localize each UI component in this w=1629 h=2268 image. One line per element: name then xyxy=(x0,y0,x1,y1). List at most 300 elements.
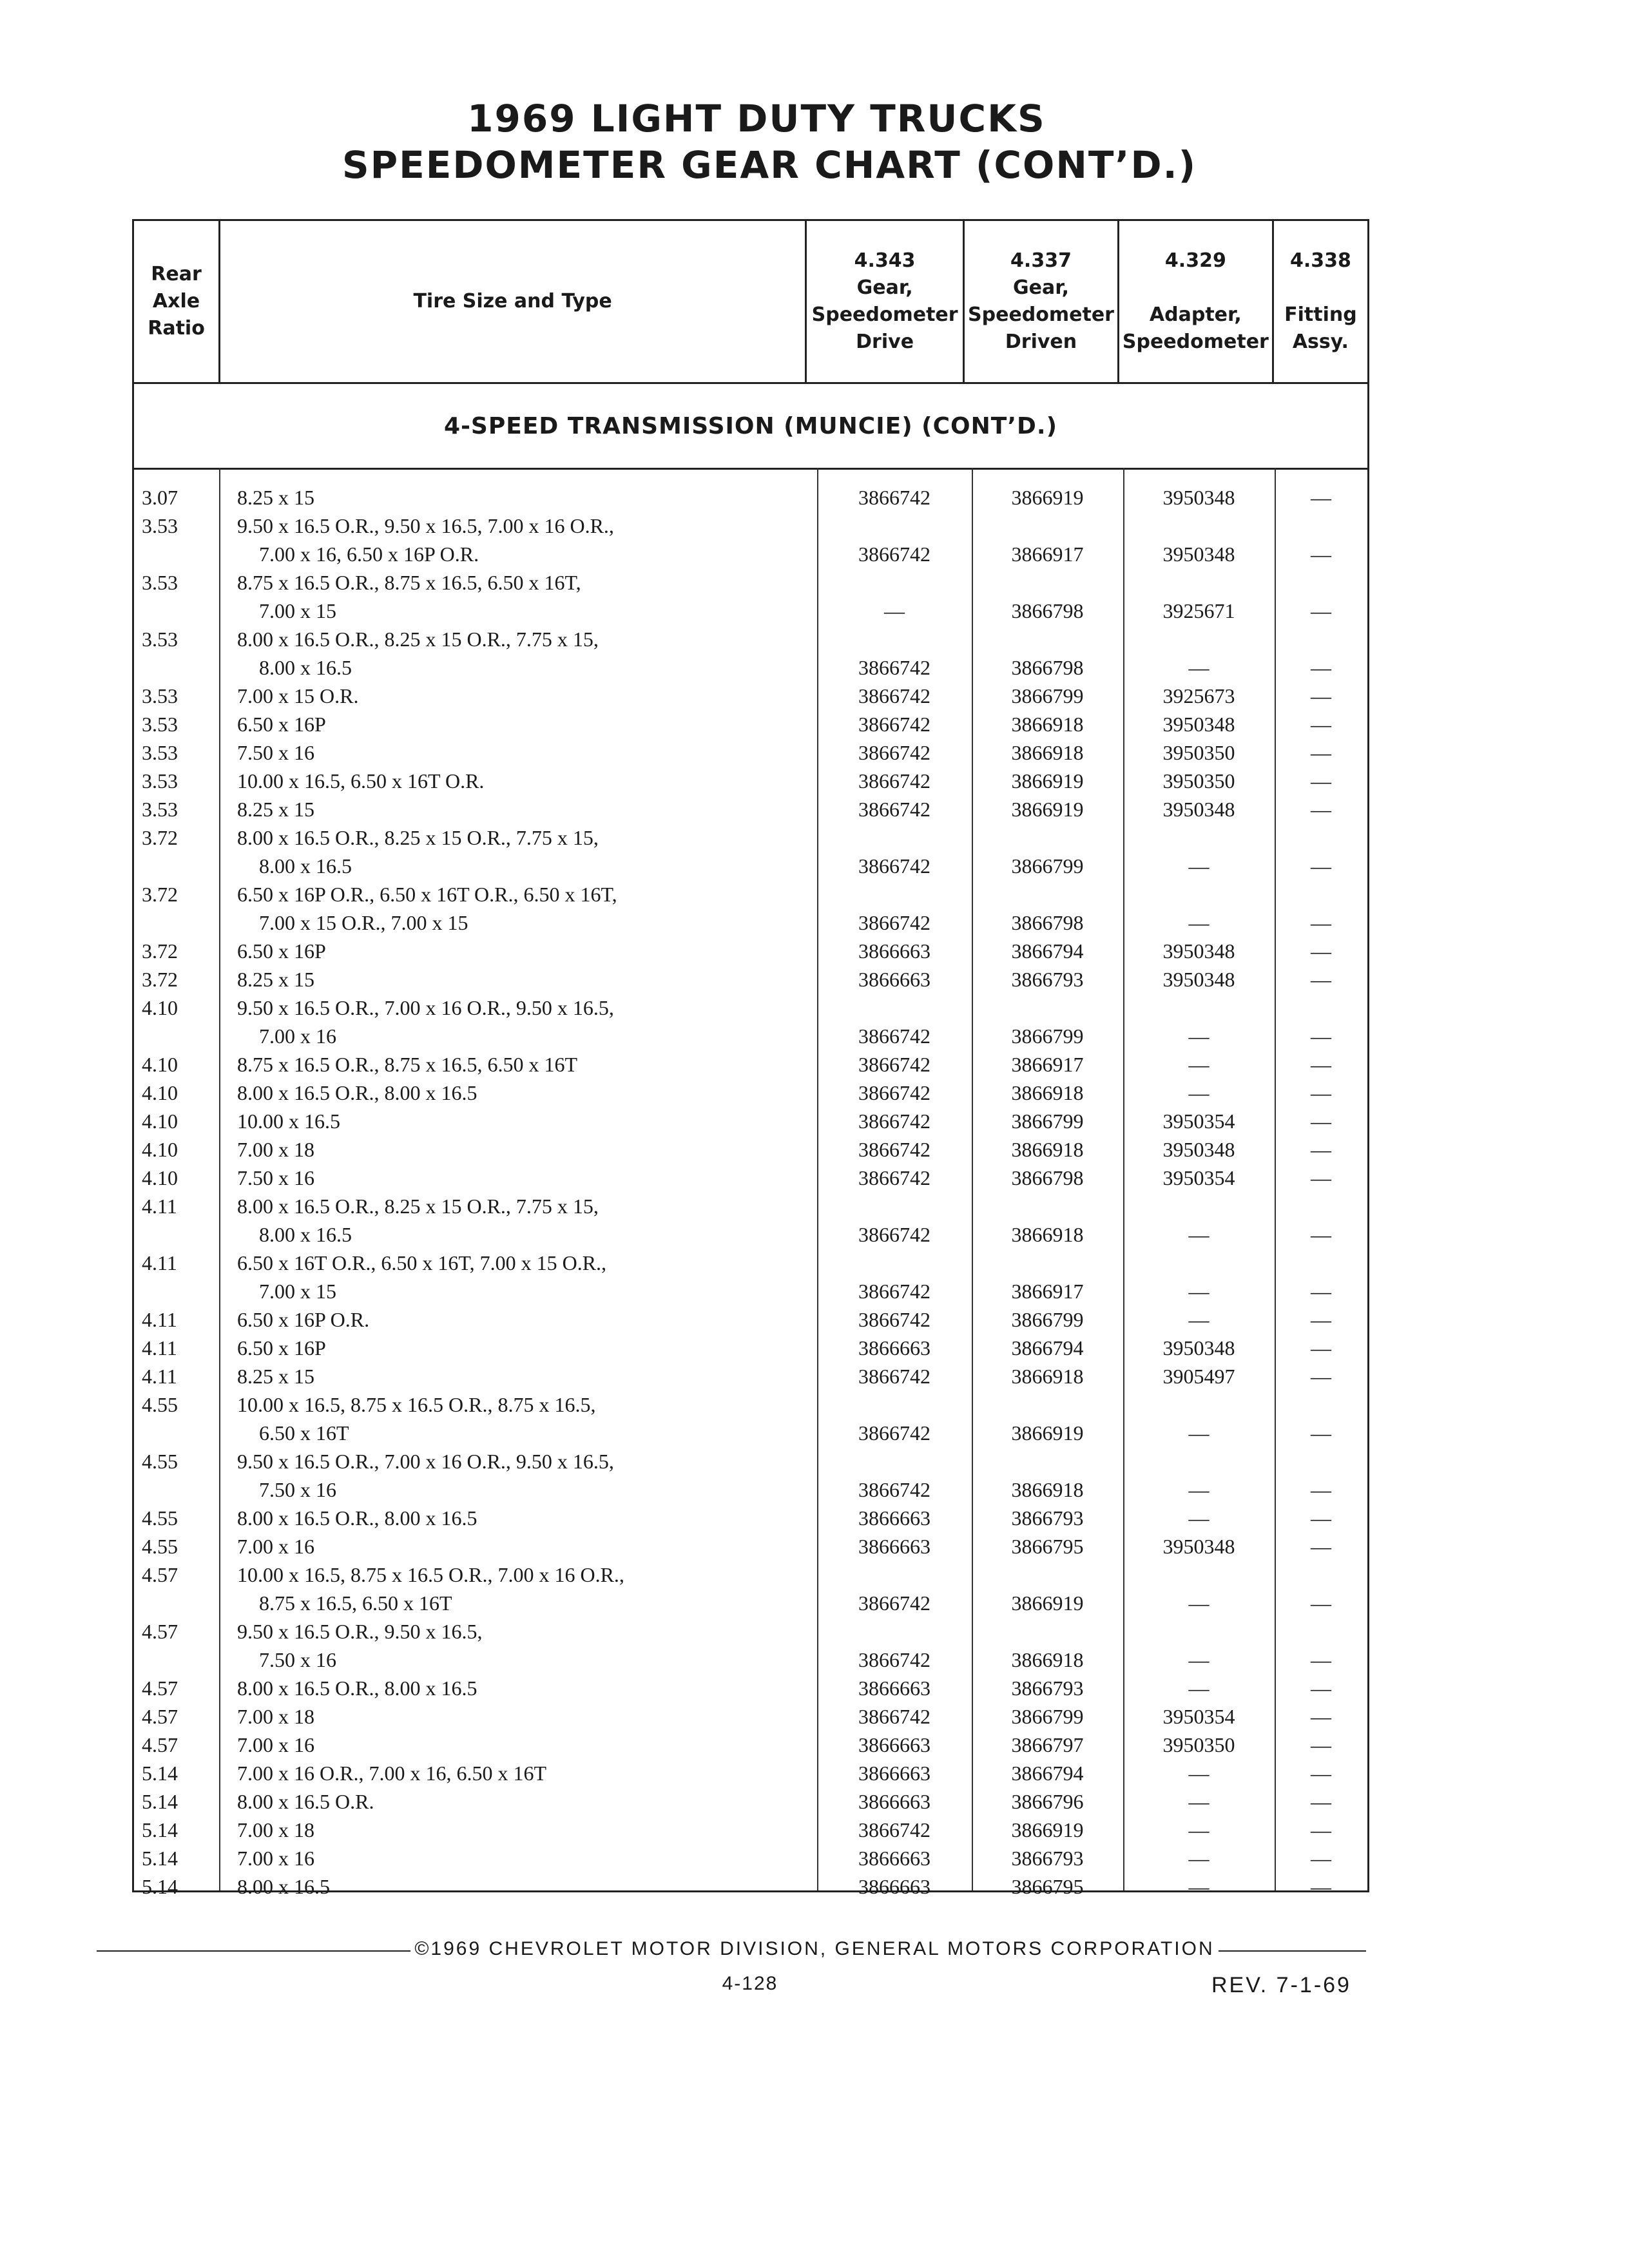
fitting-assy-cell: — xyxy=(1311,1762,1331,1785)
rear-axle-ratio-cell: 4.55 xyxy=(142,1450,178,1473)
tire-size-cell: 8.75 x 16.5, 6.50 x 16T xyxy=(259,1591,452,1615)
header-text: Adapter, xyxy=(1149,303,1242,326)
header-text: 4.337 xyxy=(1010,249,1072,272)
adapter-cell: 3950348 xyxy=(1162,713,1235,736)
adapter-cell: 3950348 xyxy=(1162,1138,1235,1161)
page-title-line-2: SPEEDOMETER GEAR CHART (CONT’D.) xyxy=(342,143,1197,187)
rear-axle-ratio-cell: 4.57 xyxy=(142,1677,178,1700)
speedometer-driven-cell: 3866918 xyxy=(1011,1138,1084,1161)
speedometer-drive-cell: 3866742 xyxy=(858,1421,930,1445)
speedometer-drive-cell: 3866663 xyxy=(858,1790,930,1813)
speedometer-drive-cell: 3866742 xyxy=(858,854,930,878)
header-text: Drive xyxy=(856,331,914,353)
table-row-continuation xyxy=(134,852,1367,880)
table-row xyxy=(134,823,1367,852)
table-row xyxy=(134,1844,1367,1872)
table-row xyxy=(134,767,1367,795)
speedometer-drive-cell: 3866663 xyxy=(858,1535,930,1558)
fitting-assy-cell: — xyxy=(1311,1847,1331,1870)
page-number: 4-128 xyxy=(722,1973,778,1994)
adapter-cell: — xyxy=(1188,1223,1210,1246)
speedometer-drive-cell: 3866742 xyxy=(858,486,930,509)
speedometer-drive-cell: 3866742 xyxy=(858,1365,930,1388)
table-row xyxy=(134,1192,1367,1220)
header-text: Gear, xyxy=(856,276,913,299)
fitting-assy-cell: — xyxy=(1311,1677,1331,1700)
tire-size-cell: 6.50 x 16P xyxy=(237,939,326,963)
adapter-cell: 3905497 xyxy=(1162,1365,1235,1388)
fitting-assy-cell: — xyxy=(1311,1421,1331,1445)
rear-axle-ratio-cell: 5.14 xyxy=(142,1818,178,1841)
tire-size-cell: 8.00 x 16.5 xyxy=(237,1875,330,1898)
speedometer-drive-cell: 3866742 xyxy=(858,1110,930,1133)
fitting-assy-cell: — xyxy=(1311,1478,1331,1501)
fitting-assy-cell: — xyxy=(1311,684,1331,707)
table-row xyxy=(134,1816,1367,1844)
speedometer-drive-cell: 3866742 xyxy=(858,741,930,764)
fitting-assy-cell: — xyxy=(1311,741,1331,764)
speedometer-driven-cell: 3866793 xyxy=(1011,1677,1084,1700)
speedometer-drive-cell: 3866742 xyxy=(858,1024,930,1048)
tire-size-cell: 8.00 x 16.5 xyxy=(259,854,352,878)
table-row xyxy=(134,1447,1367,1475)
adapter-cell: 3950350 xyxy=(1162,769,1235,793)
header-text: 4.338 xyxy=(1289,249,1351,272)
speedometer-drive-cell: 3866742 xyxy=(858,769,930,793)
fitting-assy-cell: — xyxy=(1311,1705,1331,1728)
tire-size-cell: 7.00 x 16 O.R., 7.00 x 16, 6.50 x 16T xyxy=(237,1762,546,1785)
speedometer-driven-cell: 3866918 xyxy=(1011,1648,1084,1671)
adapter-cell: — xyxy=(1188,1280,1210,1303)
adapter-cell: 3950354 xyxy=(1162,1705,1235,1728)
speedometer-driven-cell: 3866918 xyxy=(1011,713,1084,736)
table-row xyxy=(134,625,1367,653)
speedometer-drive-cell: 3866663 xyxy=(858,1677,930,1700)
rear-axle-ratio-cell: 4.10 xyxy=(142,1053,178,1076)
fitting-assy-cell: — xyxy=(1311,939,1331,963)
table-row xyxy=(134,1532,1367,1561)
header-fitting xyxy=(1273,220,1368,383)
tire-size-cell: 9.50 x 16.5 O.R., 9.50 x 16.5, xyxy=(237,1620,483,1643)
table-row xyxy=(134,1079,1367,1107)
adapter-cell: 3925671 xyxy=(1162,599,1235,622)
fitting-assy-cell: — xyxy=(1311,1648,1331,1671)
speedometer-driven-cell: 3866793 xyxy=(1011,1506,1084,1530)
fitting-assy-cell: — xyxy=(1311,1733,1331,1756)
tire-size-cell: 10.00 x 16.5, 6.50 x 16T O.R. xyxy=(237,769,485,793)
tire-size-cell: 7.00 x 16, 6.50 x 16P O.R. xyxy=(259,543,479,566)
fitting-assy-cell: — xyxy=(1311,798,1331,821)
adapter-cell: 3950350 xyxy=(1162,741,1235,764)
header-spacer xyxy=(1119,274,1272,302)
speedometer-driven-cell: 3866918 xyxy=(1011,1365,1084,1388)
table-row xyxy=(134,1362,1367,1390)
tire-size-cell: 8.00 x 16.5 O.R. xyxy=(237,1790,374,1813)
rear-axle-ratio-cell: 5.14 xyxy=(142,1790,178,1813)
table-row xyxy=(134,1135,1367,1164)
table-row-continuation xyxy=(134,908,1367,937)
tire-size-cell: 6.50 x 16P O.R., 6.50 x 16T O.R., 6.50 x 16T, xyxy=(237,883,617,906)
table-row xyxy=(134,1249,1367,1277)
speedometer-driven-cell: 3866799 xyxy=(1011,1705,1084,1728)
rear-axle-ratio-cell: 3.53 xyxy=(142,628,178,651)
rear-axle-ratio-cell: 4.11 xyxy=(142,1195,177,1218)
rear-axle-ratio-cell: 3.53 xyxy=(142,798,178,821)
fitting-assy-cell: — xyxy=(1311,1818,1331,1841)
header-rear-axle-ratio xyxy=(133,220,220,383)
speedometer-driven-cell: 3866797 xyxy=(1011,1733,1084,1756)
adapter-cell: 3950354 xyxy=(1162,1166,1235,1189)
tire-size-cell: 8.00 x 16.5 O.R., 8.00 x 16.5 xyxy=(237,1506,477,1530)
rear-axle-ratio-cell: 3.72 xyxy=(142,968,178,991)
speedometer-drive-cell: 3866742 xyxy=(858,656,930,679)
adapter-cell: 3950348 xyxy=(1162,1535,1235,1558)
adapter-cell: — xyxy=(1188,1591,1210,1615)
speedometer-drive-cell: 3866742 xyxy=(858,1166,930,1189)
table-row xyxy=(134,1107,1367,1135)
table-row-continuation xyxy=(134,597,1367,625)
speedometer-drive-cell: 3866742 xyxy=(858,1705,930,1728)
adapter-cell: — xyxy=(1188,1421,1210,1445)
speedometer-driven-cell: 3866798 xyxy=(1011,911,1084,934)
table-row xyxy=(134,738,1367,767)
tire-size-cell: 10.00 x 16.5, 8.75 x 16.5 O.R., 7.00 x 16 O.R., xyxy=(237,1563,624,1586)
rear-axle-ratio-cell: 4.11 xyxy=(142,1336,177,1360)
speedometer-driven-cell: 3866917 xyxy=(1011,543,1084,566)
fitting-assy-cell: — xyxy=(1311,713,1331,736)
rear-axle-ratio-cell: 4.57 xyxy=(142,1563,178,1586)
fitting-assy-cell: — xyxy=(1311,1053,1331,1076)
speedometer-drive-cell: 3866663 xyxy=(858,1506,930,1530)
table-row xyxy=(134,937,1367,965)
speedometer-drive-cell: 3866742 xyxy=(858,713,930,736)
fitting-assy-cell: — xyxy=(1311,1024,1331,1048)
adapter-cell: — xyxy=(1188,1677,1210,1700)
tire-size-cell: 8.25 x 15 xyxy=(237,486,314,509)
header-text: Ratio xyxy=(148,317,205,340)
speedometer-driven-cell: 3866793 xyxy=(1011,1847,1084,1870)
speedometer-driven-cell: 3866799 xyxy=(1011,1024,1084,1048)
tire-size-cell: 7.00 x 18 xyxy=(237,1138,314,1161)
header-text: Speedometer xyxy=(811,303,958,326)
rear-axle-ratio-cell: 3.72 xyxy=(142,826,178,849)
adapter-cell: 3950348 xyxy=(1162,486,1235,509)
speedometer-drive-cell: 3866663 xyxy=(858,939,930,963)
table-row xyxy=(134,1617,1367,1646)
table-row-continuation xyxy=(134,1220,1367,1249)
tire-size-cell: 8.00 x 16.5 O.R., 8.00 x 16.5 xyxy=(237,1677,477,1700)
tire-size-cell: 7.00 x 16 xyxy=(237,1733,314,1756)
adapter-cell: 3950354 xyxy=(1162,1110,1235,1133)
speedometer-drive-cell: 3866742 xyxy=(858,1081,930,1104)
table-row xyxy=(134,1674,1367,1702)
rear-axle-ratio-cell: 4.55 xyxy=(142,1393,178,1416)
table-row xyxy=(134,1504,1367,1532)
speedometer-drive-cell: 3866742 xyxy=(858,1223,930,1246)
footer-copyright-text: ©1969 CHEVROLET MOTOR DIVISION, GENERAL MOTORS CORPORATION xyxy=(410,1938,1218,1959)
rear-axle-ratio-cell: 4.11 xyxy=(142,1251,177,1274)
adapter-cell: — xyxy=(1188,656,1210,679)
adapter-cell: 3950348 xyxy=(1162,798,1235,821)
adapter-cell: — xyxy=(1188,1081,1210,1104)
rear-axle-ratio-cell: 3.53 xyxy=(142,741,178,764)
header-text: Speedometer xyxy=(968,303,1114,326)
header-text: Axle xyxy=(152,290,200,312)
tire-size-cell: 6.50 x 16P xyxy=(237,713,326,736)
tire-size-cell: 8.75 x 16.5 O.R., 8.75 x 16.5, 6.50 x 16T xyxy=(237,1053,577,1076)
speedometer-drive-cell: 3866742 xyxy=(858,1591,930,1615)
tire-size-cell: 8.00 x 16.5 xyxy=(259,1223,352,1246)
fitting-assy-cell: — xyxy=(1311,656,1331,679)
adapter-cell: 3950348 xyxy=(1162,939,1235,963)
tire-size-cell: 9.50 x 16.5 O.R., 9.50 x 16.5, 7.00 x 16 O.R., xyxy=(237,514,614,537)
adapter-cell: — xyxy=(1188,1053,1210,1076)
speedometer-driven-cell: 3866918 xyxy=(1011,1223,1084,1246)
adapter-cell: — xyxy=(1188,1648,1210,1671)
tire-size-cell: 6.50 x 16T xyxy=(259,1421,349,1445)
speedometer-drive-cell: 3866663 xyxy=(858,968,930,991)
fitting-assy-cell: — xyxy=(1311,1365,1331,1388)
adapter-cell: 3950350 xyxy=(1162,1733,1235,1756)
table-row xyxy=(134,1702,1367,1731)
table-row-continuation xyxy=(134,1646,1367,1674)
tire-size-cell: 10.00 x 16.5 xyxy=(237,1110,340,1133)
tire-size-cell: 7.50 x 16 xyxy=(259,1478,336,1501)
adapter-cell: — xyxy=(1188,1478,1210,1501)
speedometer-driven-cell: 3866918 xyxy=(1011,741,1084,764)
speedometer-drive-cell: 3866742 xyxy=(858,798,930,821)
speedometer-driven-cell: 3866917 xyxy=(1011,1280,1084,1303)
fitting-assy-cell: — xyxy=(1311,599,1331,622)
rear-axle-ratio-cell: 5.14 xyxy=(142,1762,178,1785)
table-row xyxy=(134,1872,1367,1901)
speedometer-drive-cell: 3866742 xyxy=(858,1818,930,1841)
table-row xyxy=(134,512,1367,540)
table-row-continuation xyxy=(134,653,1367,682)
fitting-assy-cell: — xyxy=(1311,1336,1331,1360)
fitting-assy-cell: — xyxy=(1311,486,1331,509)
speedometer-drive-cell: 3866742 xyxy=(858,911,930,934)
table-row xyxy=(134,994,1367,1022)
tire-size-cell: 7.00 x 15 O.R., 7.00 x 15 xyxy=(259,911,468,934)
rear-axle-ratio-cell: 4.10 xyxy=(142,1138,178,1161)
tire-size-cell: 6.50 x 16P O.R. xyxy=(237,1308,370,1331)
speedometer-driven-cell: 3866919 xyxy=(1011,486,1084,509)
speedometer-driven-cell: 3866917 xyxy=(1011,1053,1084,1076)
footer-copyright xyxy=(0,1938,1629,1960)
speedometer-driven-cell: 3866919 xyxy=(1011,1818,1084,1841)
speedometer-driven-cell: 3866798 xyxy=(1011,1166,1084,1189)
speedometer-drive-cell: — xyxy=(884,599,905,622)
header-text: 4.343 xyxy=(854,249,916,272)
header-text: Speedometer xyxy=(1122,331,1269,353)
speedometer-driven-cell: 3866919 xyxy=(1011,798,1084,821)
speedometer-driven-cell: 3866918 xyxy=(1011,1478,1084,1501)
table-row-continuation xyxy=(134,1475,1367,1504)
adapter-cell: — xyxy=(1188,1818,1210,1841)
rear-axle-ratio-cell: 3.72 xyxy=(142,883,178,906)
speedometer-driven-cell: 3866919 xyxy=(1011,769,1084,793)
header-text: Rear xyxy=(151,263,202,285)
table-row xyxy=(134,1787,1367,1816)
speedometer-driven-cell: 3866795 xyxy=(1011,1875,1084,1898)
rear-axle-ratio-cell: 3.53 xyxy=(142,769,178,793)
rear-axle-ratio-cell: 4.57 xyxy=(142,1733,178,1756)
fitting-assy-cell: — xyxy=(1311,1081,1331,1104)
table-row-continuation xyxy=(134,1589,1367,1617)
table-row xyxy=(134,880,1367,908)
adapter-cell: — xyxy=(1188,1762,1210,1785)
header-spacer xyxy=(1274,274,1367,302)
fitting-assy-cell: — xyxy=(1311,1506,1331,1530)
rear-axle-ratio-cell: 3.53 xyxy=(142,514,178,537)
rear-axle-ratio-cell: 3.53 xyxy=(142,684,178,707)
speedometer-drive-cell: 3866742 xyxy=(858,1053,930,1076)
rear-axle-ratio-cell: 3.53 xyxy=(142,713,178,736)
tire-size-cell: 10.00 x 16.5, 8.75 x 16.5 O.R., 8.75 x 16.5, xyxy=(237,1393,596,1416)
tire-size-cell: 9.50 x 16.5 O.R., 7.00 x 16 O.R., 9.50 x 16.5, xyxy=(237,996,614,1019)
rear-axle-ratio-cell: 4.10 xyxy=(142,1166,178,1189)
table-row xyxy=(134,1759,1367,1787)
adapter-cell: 3950348 xyxy=(1162,543,1235,566)
header-text: Fitting xyxy=(1284,303,1357,326)
rear-axle-ratio-cell: 4.57 xyxy=(142,1705,178,1728)
speedometer-drive-cell: 3866663 xyxy=(858,1847,930,1870)
tire-size-cell: 7.00 x 16 xyxy=(259,1024,336,1048)
rear-axle-ratio-cell: 4.11 xyxy=(142,1365,177,1388)
tire-size-cell: 7.00 x 15 xyxy=(259,1280,336,1303)
speedometer-driven-cell: 3866794 xyxy=(1011,939,1084,963)
tire-size-cell: 8.00 x 16.5 O.R., 8.00 x 16.5 xyxy=(237,1081,477,1104)
speedometer-driven-cell: 3866799 xyxy=(1011,1308,1084,1331)
fitting-assy-cell: — xyxy=(1311,1166,1331,1189)
tire-size-cell: 8.00 x 16.5 O.R., 8.25 x 15 O.R., 7.75 x 15, xyxy=(237,826,599,849)
revision-date: REV. 7-1-69 xyxy=(1211,1973,1351,1997)
adapter-cell: — xyxy=(1188,1790,1210,1813)
fitting-assy-cell: — xyxy=(1311,543,1331,566)
tire-size-cell: 6.50 x 16T O.R., 6.50 x 16T, 7.00 x 15 O.R., xyxy=(237,1251,607,1274)
rear-axle-ratio-cell: 3.53 xyxy=(142,571,178,594)
adapter-cell: 3925673 xyxy=(1162,684,1235,707)
speedometer-driven-cell: 3866799 xyxy=(1011,854,1084,878)
header-text: Driven xyxy=(1005,331,1077,353)
table-row xyxy=(134,1305,1367,1334)
section-heading: 4-SPEED TRANSMISSION (MUNCIE) (CONT’D.) xyxy=(132,384,1369,470)
speedometer-driven-cell: 3866793 xyxy=(1011,968,1084,991)
tire-size-cell: 7.00 x 15 O.R. xyxy=(237,684,359,707)
fitting-assy-cell: — xyxy=(1311,1110,1331,1133)
tire-size-cell: 7.00 x 18 xyxy=(237,1818,314,1841)
adapter-cell: — xyxy=(1188,1308,1210,1331)
adapter-cell: — xyxy=(1188,854,1210,878)
rear-axle-ratio-cell: 3.72 xyxy=(142,939,178,963)
fitting-assy-cell: — xyxy=(1311,1591,1331,1615)
tire-size-cell: 8.25 x 15 xyxy=(237,798,314,821)
rear-axle-ratio-cell: 5.14 xyxy=(142,1875,178,1898)
adapter-cell: 3950348 xyxy=(1162,1336,1235,1360)
speedometer-driven-cell: 3866919 xyxy=(1011,1591,1084,1615)
rear-axle-ratio-cell: 4.10 xyxy=(142,1081,178,1104)
speedometer-driven-cell: 3866919 xyxy=(1011,1421,1084,1445)
fitting-assy-cell: — xyxy=(1311,854,1331,878)
speedometer-drive-cell: 3866742 xyxy=(858,684,930,707)
tire-size-cell: 8.75 x 16.5 O.R., 8.75 x 16.5, 6.50 x 16T, xyxy=(237,571,581,594)
header-text: Assy. xyxy=(1292,331,1349,353)
speedometer-driven-cell: 3866794 xyxy=(1011,1336,1084,1360)
tire-size-cell: 7.50 x 16 xyxy=(237,741,314,764)
speedometer-driven-cell: 3866795 xyxy=(1011,1535,1084,1558)
speedometer-drive-cell: 3866663 xyxy=(858,1762,930,1785)
adapter-cell: 3950348 xyxy=(1162,968,1235,991)
speedometer-driven-cell: 3866796 xyxy=(1011,1790,1084,1813)
header-adapter xyxy=(1118,220,1273,383)
table-row xyxy=(134,1390,1367,1419)
chart-body xyxy=(132,468,1369,1898)
fitting-assy-cell: — xyxy=(1311,1223,1331,1246)
speedometer-drive-cell: 3866663 xyxy=(858,1336,930,1360)
header-speedometer-drive xyxy=(806,220,964,383)
table-row xyxy=(134,1050,1367,1079)
tire-size-cell: 8.25 x 15 xyxy=(237,968,314,991)
rear-axle-ratio-cell: 3.07 xyxy=(142,486,178,509)
adapter-cell: — xyxy=(1188,1847,1210,1870)
table-row-continuation xyxy=(134,540,1367,568)
speedometer-driven-cell: 3866798 xyxy=(1011,599,1084,622)
adapter-cell: — xyxy=(1188,1024,1210,1048)
tire-size-cell: 9.50 x 16.5 O.R., 7.00 x 16 O.R., 9.50 x 16.5, xyxy=(237,1450,614,1473)
tire-size-cell: 8.25 x 15 xyxy=(237,1365,314,1388)
tire-size-cell: 8.00 x 16.5 O.R., 8.25 x 15 O.R., 7.75 x 15, xyxy=(237,628,599,651)
speedometer-driven-cell: 3866918 xyxy=(1011,1081,1084,1104)
table-row xyxy=(134,483,1367,512)
header-speedometer-driven xyxy=(964,220,1119,383)
table-row xyxy=(134,795,1367,823)
chart-header xyxy=(132,219,1369,384)
fitting-assy-cell: — xyxy=(1311,1138,1331,1161)
table-row xyxy=(134,965,1367,994)
header-text: Tire Size and Type xyxy=(413,290,612,312)
rear-axle-ratio-cell: 4.11 xyxy=(142,1308,177,1331)
tire-size-cell: 8.00 x 16.5 xyxy=(259,656,352,679)
speedometer-gear-chart xyxy=(132,219,1369,1898)
table-row-continuation xyxy=(134,1419,1367,1447)
rear-axle-ratio-cell: 5.14 xyxy=(142,1847,178,1870)
table-row xyxy=(134,1164,1367,1192)
header-tire-size xyxy=(220,220,806,383)
speedometer-driven-cell: 3866799 xyxy=(1011,1110,1084,1133)
page-title-line-1: 1969 LIGHT DUTY TRUCKS xyxy=(467,97,1046,140)
rear-axle-ratio-cell: 4.57 xyxy=(142,1620,178,1643)
adapter-cell: — xyxy=(1188,1875,1210,1898)
adapter-cell: — xyxy=(1188,911,1210,934)
tire-size-cell: 7.00 x 16 xyxy=(237,1847,314,1870)
rear-axle-ratio-cell: 4.10 xyxy=(142,996,178,1019)
table-row xyxy=(134,568,1367,597)
speedometer-drive-cell: 3866663 xyxy=(858,1875,930,1898)
speedometer-drive-cell: 3866742 xyxy=(858,1648,930,1671)
rear-axle-ratio-cell: 4.55 xyxy=(142,1506,178,1530)
speedometer-drive-cell: 3866742 xyxy=(858,543,930,566)
tire-size-cell: 7.00 x 16 xyxy=(237,1535,314,1558)
table-row xyxy=(134,682,1367,710)
speedometer-drive-cell: 3866742 xyxy=(858,1478,930,1501)
table-row xyxy=(134,1561,1367,1589)
tire-size-cell: 7.50 x 16 xyxy=(259,1648,336,1671)
fitting-assy-cell: — xyxy=(1311,1308,1331,1331)
speedometer-drive-cell: 3866742 xyxy=(858,1138,930,1161)
header-text: Gear, xyxy=(1013,276,1069,299)
table-row xyxy=(134,1334,1367,1362)
